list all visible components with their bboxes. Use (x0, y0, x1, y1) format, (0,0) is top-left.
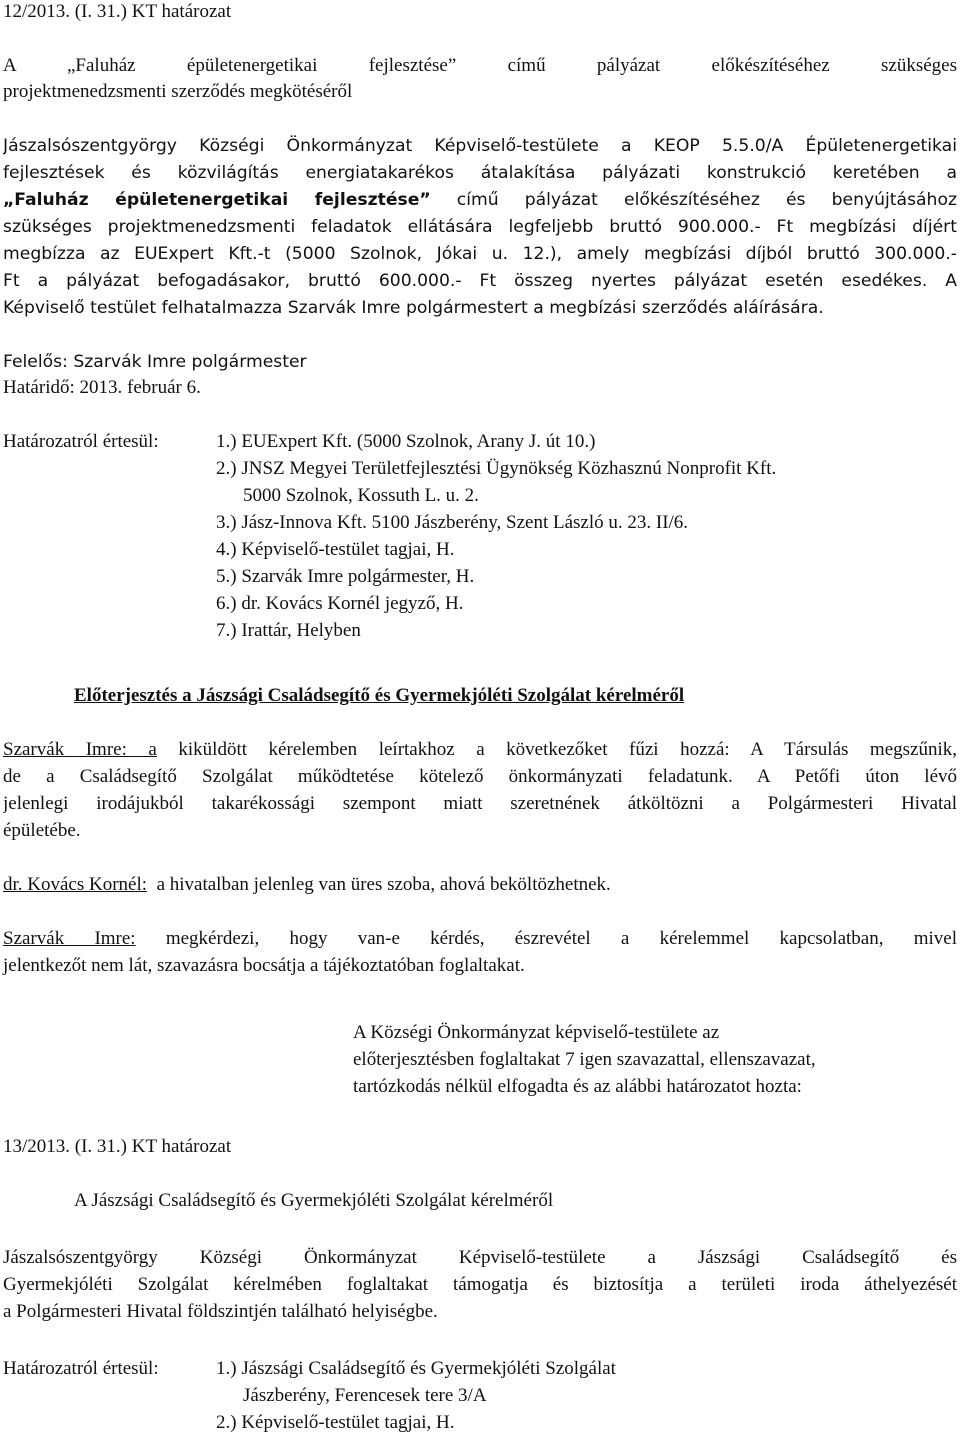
resolution-body-line: Képviselő testület felhatalmazza Szarvák Imre polgármestert a megbízási szerződés aláírására. (3, 298, 824, 318)
notify-item: 6.) dr. Kovács Kornél jegyző, H. (216, 593, 464, 614)
paragraph-line: dr. Kovács Kornél: a hivatalban jelenleg van üres szoba, ahová beköltözhetnek. (3, 874, 611, 895)
notify-item: 1.) EUExpert Kft. (5000 Szolnok, Arany J. út 10.) (216, 431, 596, 452)
resolution-body-line: a Polgármesteri Hivatal földszintjén található helyiségbe. (3, 1301, 438, 1322)
notify-item: 4.) Képviselő-testület tagjai, H. (216, 539, 455, 560)
resolution-body-line: szükséges projektmenedzsmenti feladatok ellátására legfeljebb bruttó 900.000.- Ft megbízási díjért (3, 217, 957, 237)
vote-line: A Községi Önkormányzat képviselő-testülete az (353, 1022, 720, 1043)
speaker-name: dr. Kovács Kornél: (3, 874, 148, 895)
notify-item: 7.) Irattár, Helyben (216, 620, 361, 641)
resolution-title-line: projektmenedzsmenti szerződés megkötéséről (3, 81, 353, 102)
resolution-title: A Jászsági Családsegítő és Gyermekjóléti Szolgálat kérelméről (74, 1190, 554, 1211)
paragraph-line: Szarvák Imre: a kiküldött kérelemben leírtakhoz a következőket fűzi hozzá: A Társulás megszűnik, (3, 739, 957, 760)
resolution-body-line: Jászalsószentgyörgy Községi Önkormányzat Képviselő-testülete a Jászsági Családsegítő és (3, 1247, 957, 1268)
notify-item: 5000 Szolnok, Kossuth L. u. 2. (243, 485, 479, 506)
notify-item: 2.) JNSZ Megyei Területfejlesztési Ügynökség Közhasznú Nonprofit Kft. (216, 458, 777, 479)
notify-item: 2.) Képviselő-testület tagjai, H. (216, 1412, 455, 1433)
notify-item: Jászberény, Ferencesek tere 3/A (243, 1385, 487, 1406)
paragraph-line: jelentkezőt nem lát, szavazásra bocsátja a tájékoztatóban foglaltakat. (3, 955, 525, 976)
paragraph-line: jelenlegi irodájukból takarékossági szempont miatt szeretnének átköltözni a Polgármesteri Hivatal (3, 793, 957, 814)
vote-line: tartózkodás nélkül elfogadta és az alábbi határozatot hozta: (353, 1076, 802, 1097)
notify-item: 1.) Jászsági Családsegítő és Gyermekjóléti Szolgálat (216, 1358, 616, 1379)
resolution-body-line: „Faluház épületenergetikai fejlesztése” című pályázat előkészítéséhez és benyújtásához (3, 190, 957, 210)
notify-item: 5.) Szarvák Imre polgármester, H. (216, 566, 475, 587)
resolution-number: 12/2013. (I. 31.) KT határozat (3, 1, 232, 22)
resolution-body-line: fejlesztések és közvilágítás energiatakarékos átalakítása pályázati konstrukció keretében a (3, 163, 957, 183)
notify-label: Határozatról értesül: (3, 1358, 159, 1379)
vote-line: előterjesztésben foglaltakat 7 igen szavazattal, ellenszavazat, (353, 1049, 816, 1070)
resolution-body-line: Jászalsószentgyörgy Községi Önkormányzat Képviselő-testülete a KEOP 5.5.0/A Épületenergetikai (3, 136, 957, 156)
resolution-body-line: Gyermekjóléti Szolgálat kérelmében foglaltakat támogatja és biztosítja a területi iroda áthelyezését (3, 1274, 957, 1295)
speaker-name: Szarvák Imre: a (3, 739, 157, 760)
responsible-line: Felelős: Szarvák Imre polgármester (3, 352, 307, 372)
resolution-number: 13/2013. (I. 31.) KT határozat (3, 1136, 232, 1157)
speaker-name: Szarvák Imre: (3, 928, 136, 949)
resolution-title-line: A „Faluház épületenergetikai fejlesztése” című pályázat előkészítéséhez szükséges (3, 55, 957, 76)
project-title-bold: „Faluház épületenergetikai fejlesztése” (3, 190, 431, 210)
paragraph-line: de a Családsegítő Szolgálat működtetése kötelező önkormányzati feladatunk. A Petőfi úton lévő (3, 766, 957, 787)
paragraph-line: Szarvák Imre: megkérdezi, hogy van-e kérdés, észrevétel a kérelemmel kapcsolatban, mivel (3, 928, 957, 949)
resolution-body-line: megbízza az EUExpert Kft.-t (5000 Szolnok, Jókai u. 12.), amely megbízási díjból bruttó 300.000.- (3, 244, 957, 264)
section-heading: Előterjesztés a Jászsági Családsegítő és Gyermekjóléti Szolgálat kérelméről (74, 685, 685, 706)
notify-item: 3.) Jász-Innova Kft. 5100 Jászberény, Szent László u. 23. II/6. (216, 512, 689, 533)
paragraph-line: épületébe. (3, 820, 81, 841)
resolution-body-line: Ft a pályázat befogadásakor, bruttó 600.000.- Ft összeg nyertes pályázat esetén esedékes. A (3, 271, 957, 291)
notify-label: Határozatról értesül: (3, 431, 159, 452)
deadline-line: Határidő: 2013. február 6. (3, 377, 201, 398)
